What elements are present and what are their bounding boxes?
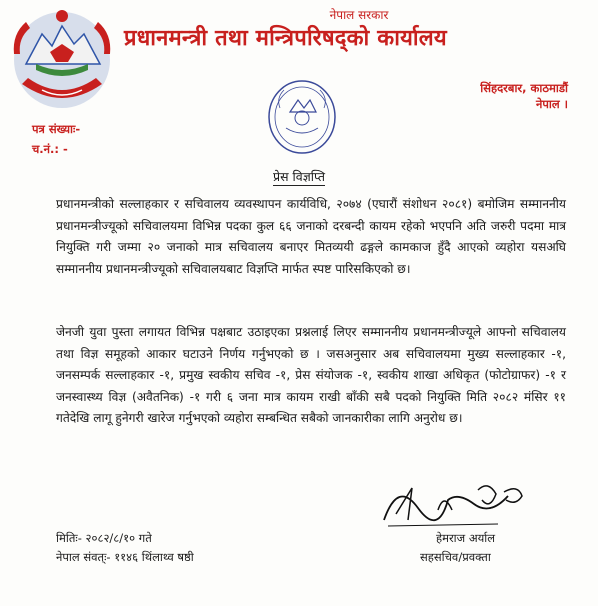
issue-date: मितिः- २०८२/८/१० गते (56, 531, 152, 545)
dispatch-number-label: च.नं.: - (32, 142, 68, 156)
page-title (0, 168, 598, 185)
address-line-2: नेपाल । (535, 97, 568, 111)
body-paragraph-2: जेनजी युवा पुस्ता लगायत विभिन्न पक्षबाट उठाइएका प्रश्नलाई लिएर सम्माननीय प्रधानमन्त्रीज्यूले आफ्नो सचिवालय तथा विज्ञ समूहको आकार घटाउने निर्णय गर्नुभएको छ । जसअनुसार अब सचिवालयमा मुख्य सल्लाहकार -१, जनसम्पर्क सल्लाहकार -१, प्रमुख स्वकीय सचिव -१, प्रेस संयोजक -१, स्वकीय शाखा अधिकृत (फोटोग्राफर) -१ र जनस्वास्थ्य विज्ञ (अवैतनिक) -१ गरी ६ जना मात्र कायम राखी बाँकी सबै पदको नियुक्ति मिति २०८२ मंसिर ११ गतेदेखि लागू हुनेगरी खारेज गर्नुभएको व्यहोरा सम्बन्धित सबैको जानकारीका लागि अनुरोध छ। (56, 325, 566, 425)
body-paragraph-1: प्रधानमन्त्रीको सल्लाहकार र सचिवालय व्यवस्थापन कार्यविधि, २०७४ (एघारौं संशोधन २०८१) बमोजिम सम्माननीय प्रधानमन्त्रीज्यूको सचिवालयमा विभिन्न पदका कुल ६६ जनाको दरबन्दी कायम रहेको भएपनि अति जरुरी पदमा मात्र नियुक्ति गरी जम्मा २० जनाको मात्र सचिवालय बनाएर मितव्ययी ढङ्गले कामकाज हुँदै आएको व्यहोरा यसअघि सम्माननीय प्रधानमन्त्रीज्यूको सचिवालयबाट विज्ञप्ति मार्फत स्पष्ट पारिसकिएको छ। (56, 197, 566, 276)
signature-icon (378, 470, 528, 530)
office-title: प्रधानमन्त्री तथा मन्त्रिपरिषद्को कार्यालय (124, 26, 447, 51)
press-release-heading: प्रेस विज्ञप्ति (273, 169, 325, 184)
letter-number-label: पत्र संख्याः- (32, 122, 81, 136)
address-line-1: सिंहदरबार, काठमाडौं (480, 81, 568, 95)
nepal-samvat-date: नेपाल संवत्ः- ११४६ थिंलाथ्व षष्ठी (56, 550, 194, 564)
office-stamp-icon (266, 78, 338, 156)
signer-role: सहसचिव/प्रवक्ता (420, 550, 491, 564)
government-label: नेपाल सरकार (329, 8, 389, 22)
signer-name: हेमराज अर्याल (436, 531, 496, 545)
office-address (480, 80, 568, 112)
